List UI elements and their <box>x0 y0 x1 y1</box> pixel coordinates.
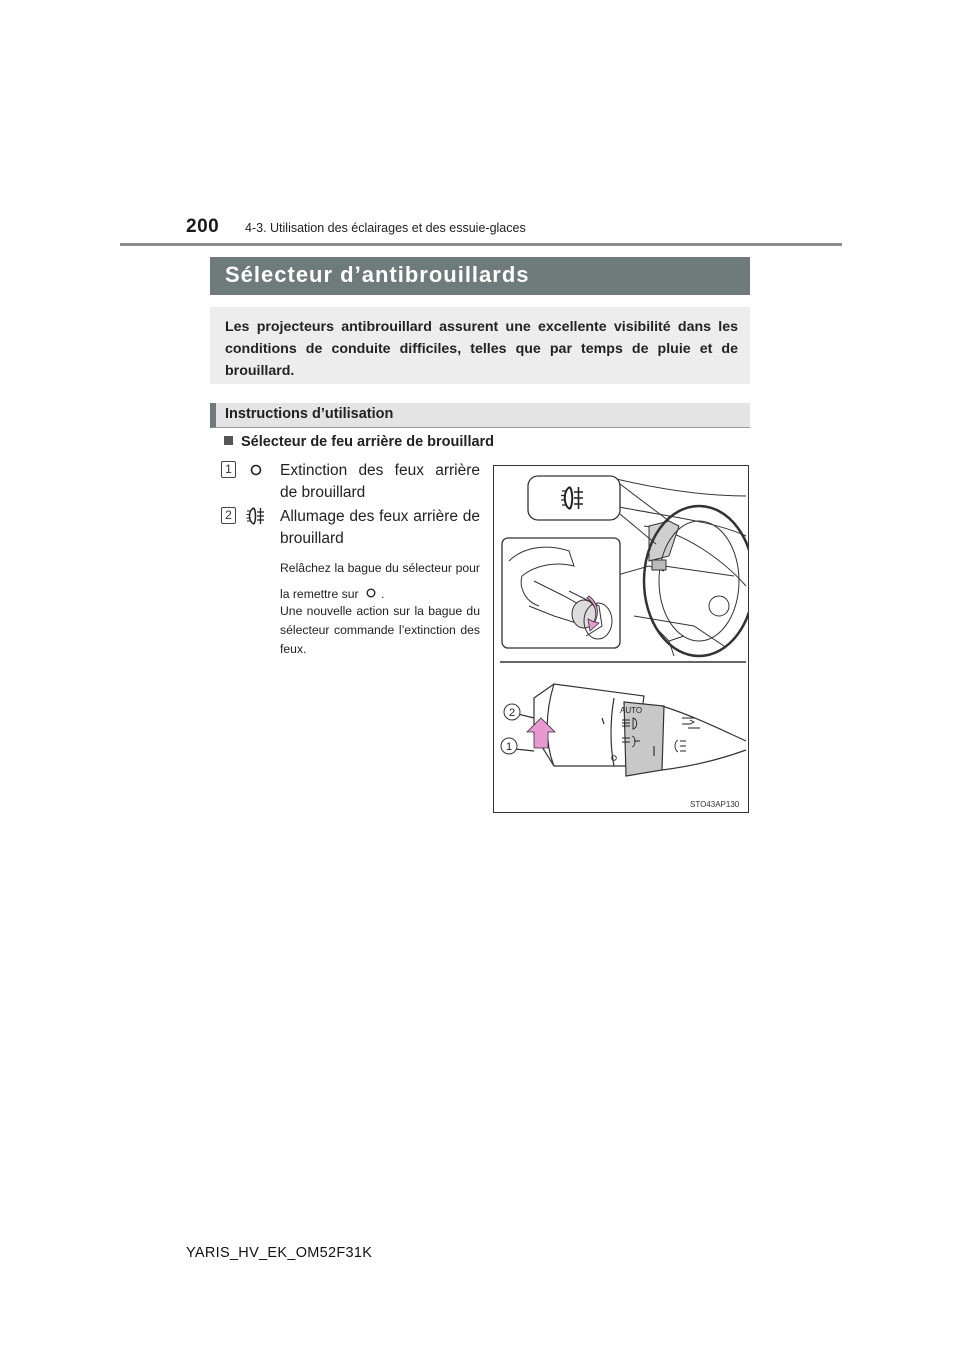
item-number-1: 1 <box>221 461 236 478</box>
subsection-title-text: Sélecteur de feu arrière de brouillard <box>241 434 495 450</box>
auto-label: AUTO <box>620 706 643 715</box>
figure-callout-1: 1 <box>505 741 513 753</box>
fog-switch-illustration <box>494 466 748 812</box>
page-number: 200 <box>186 216 220 237</box>
figure-callout-2: 2 <box>508 707 516 719</box>
item-label-1: Extinction des feux arrière de brouillard <box>280 462 480 501</box>
illustration-figure <box>493 465 749 813</box>
breadcrumb: 4-3. Utilisation des éclairages et des essuie-glaces <box>245 221 526 235</box>
instructions-heading-text: Instructions d’utilisation <box>225 406 394 422</box>
release-note-end: . <box>380 587 385 601</box>
subsection-title <box>224 434 494 450</box>
section-title: Sélecteur d’antibrouillards <box>225 262 530 287</box>
item-label-2: Allumage des feux arrière de brouillard <box>280 508 480 547</box>
section-title-bar <box>210 257 750 295</box>
header-divider <box>120 243 842 246</box>
intro-box <box>210 307 750 384</box>
release-note-text: Relâchez la bague du sélecteur pour la remettre sur <box>280 561 480 601</box>
fog-off-circle-icon <box>365 587 377 599</box>
item-number-2: 2 <box>221 507 236 524</box>
second-action-note: Une nouvelle action sur la bague du sélecteur commande l’extinction des feux. <box>280 604 480 656</box>
fog-off-circle-icon <box>249 463 263 477</box>
square-bullet-icon <box>224 436 233 445</box>
document-code: YARIS_HV_EK_OM52F31K <box>186 1245 373 1261</box>
intro-text: Les projecteurs antibrouillard assurent une excellente visibilité dans les conditions de conduite difficiles, telles que par temps de pluie et de brouillard. <box>225 319 738 379</box>
release-note <box>280 555 480 607</box>
figure-code: STO43AP130 <box>690 800 740 809</box>
rear-fog-light-icon <box>245 506 267 526</box>
instructions-heading <box>210 403 750 428</box>
